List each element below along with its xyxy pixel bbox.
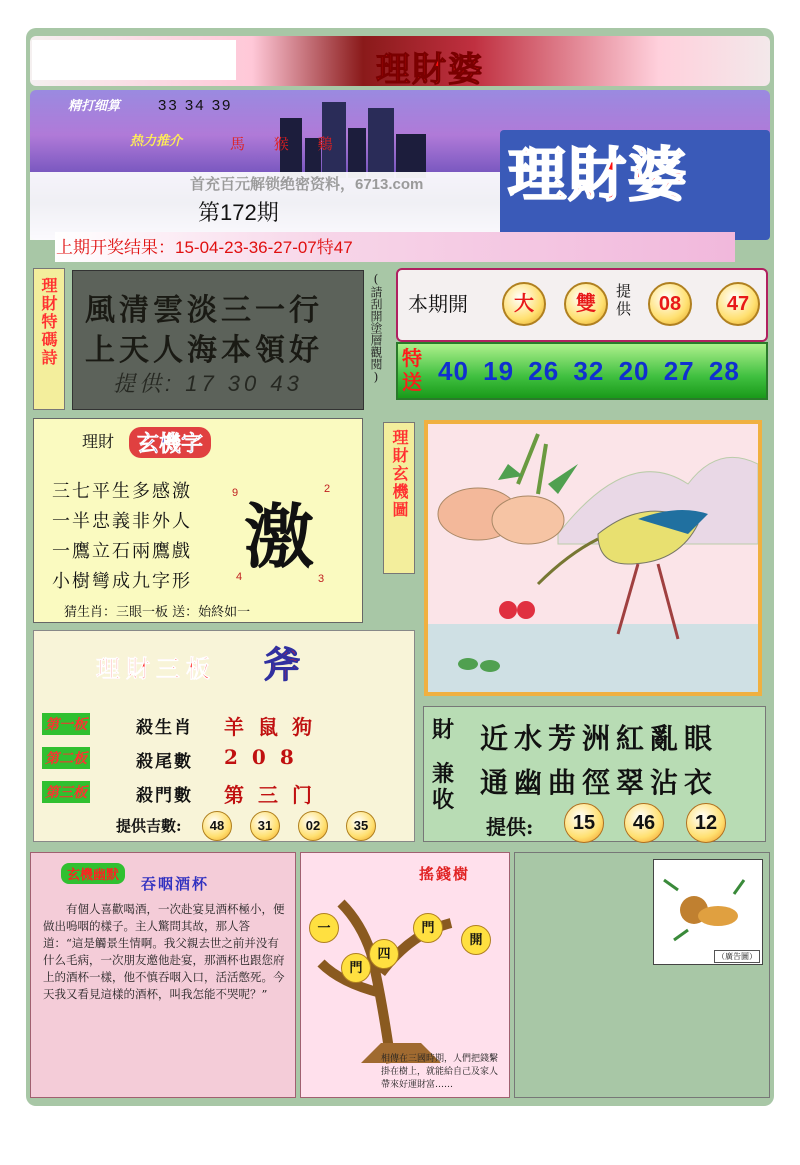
poem-box: [72, 270, 364, 410]
rltj-label: 热力推介: [130, 134, 183, 149]
xuanji-line-2: 一半忠義非外人: [52, 511, 192, 532]
lucky-ball-1: 48: [202, 811, 232, 841]
sanban-box: [33, 630, 415, 842]
poem-side-label: [33, 268, 65, 410]
xuanji-big-char: 激: [244, 495, 314, 578]
lily-pad: [480, 660, 500, 672]
sanban-footer: 提供吉數:: [116, 817, 182, 835]
berry-shape: [499, 601, 517, 619]
lion-body: [698, 906, 738, 926]
lion-caption: （廣告圖）: [714, 950, 760, 963]
tree-fruit-4: 門: [341, 953, 371, 983]
xuanji-footer: 猜生肖：三眼一板 送：始終如一: [64, 605, 251, 620]
bird-beak: [538, 539, 598, 584]
sanban-row-1-label: 殺生肖: [136, 718, 193, 738]
xuanji-box: [33, 418, 363, 623]
caizi-ball-2: 46: [624, 803, 664, 843]
jdsz-label: 精打细算: [68, 99, 121, 114]
reveal-box: [396, 268, 768, 342]
berry-shape: [517, 601, 535, 619]
caizi-provided: 提供:: [486, 815, 534, 839]
lucky-ball-2: 31: [250, 811, 280, 841]
lily-pad: [458, 658, 478, 670]
last-result: 上期开奖结果：15-04-23-36-27-07特47: [56, 238, 353, 257]
caizi-box: [423, 706, 766, 842]
building-shape: [348, 128, 366, 178]
caizi-line-1: 近水芳洲紅亂眼: [480, 722, 719, 755]
lion-picture: [653, 859, 763, 965]
xuanji-line-3: 一鷹立石兩鷹戲: [52, 541, 192, 562]
sanban-row-2-value: 208: [224, 745, 308, 769]
money-tree-text: 相傳在三國時期，人們把錢繫掛在樹上，就能給自己及家人帶來好運財富……: [381, 1054, 499, 1090]
sanban-row-1-tag: 第一板: [42, 713, 90, 735]
bird-drawing: [428, 424, 758, 692]
watermark-text: 首充百元解锁绝密资料，6713.com: [190, 176, 424, 193]
sanban-row-1-value: 羊鼠狗: [224, 715, 326, 739]
lucky-ball-4: 35: [346, 811, 376, 841]
sanban-axe: 斧: [264, 644, 301, 686]
lion-box: [514, 852, 770, 1098]
caizi-ball-3: 12: [686, 803, 726, 843]
poem-provided: 提供: 17 30 43: [113, 371, 303, 396]
sanban-row-2-label: 殺尾數: [136, 752, 193, 772]
sanban-row-2-tag: 第二板: [42, 747, 90, 769]
tree-fruit-1: 一: [309, 913, 339, 943]
bird-side-label: [383, 422, 415, 574]
recommended-zodiacs: 馬 猴 鷄: [230, 135, 345, 153]
scratch-note: (請刮開塗層觀閱): [369, 272, 383, 384]
bird-side-label-text: 理財玄機圖: [390, 429, 409, 519]
money-tree-title: 搖錢樹: [419, 865, 471, 883]
sanban-row-3-value: 第三门: [224, 783, 326, 807]
lion-drawing: [654, 860, 760, 960]
caizi-line-2: 通幽曲徑翠沾衣: [480, 766, 719, 799]
corner-tr: 2: [324, 483, 331, 495]
riddle-picture: [424, 420, 762, 696]
poem-side-label-text: 理財特碼詩: [39, 277, 58, 367]
bamboo-shape: [518, 434, 546, 494]
xuanji-title-prefix: 理財: [82, 432, 115, 451]
tree-fruit-2: 門: [413, 913, 443, 943]
caizi-label-2: 兼收: [432, 761, 455, 813]
top-title: 理財婆: [376, 50, 484, 90]
special-numbers: 40 19 26 32 20 27 28: [438, 356, 740, 386]
building-shape: [368, 108, 394, 178]
jdsz-numbers: 33 34 39: [158, 97, 233, 114]
sanban-row-3-tag: 第三板: [42, 781, 90, 803]
corner-tl: 9: [232, 487, 239, 499]
issue-number: 第172期: [198, 200, 279, 225]
corner-bl: 4: [236, 571, 243, 583]
xuanji-line-4: 小樹彎成九字形: [52, 571, 192, 592]
fruit-shape: [492, 496, 564, 544]
joke-box: [30, 852, 296, 1098]
joke-tag: 玄機幽默: [61, 863, 125, 884]
water-shape: [428, 624, 758, 692]
tigong-label: 提供: [616, 282, 632, 318]
provided-ball-1: 08: [648, 282, 692, 326]
special-label: 特送: [402, 346, 422, 394]
caizi-ball-1: 15: [564, 803, 604, 843]
parity-ball: 雙: [564, 282, 608, 326]
money-tree-box: [300, 852, 510, 1098]
sanban-row-3-label: 殺門數: [136, 786, 193, 806]
xuanji-title: 玄機字: [129, 427, 211, 458]
poem-line-1: 風清雲淡三一行: [85, 293, 323, 328]
size-ball: 大: [502, 282, 546, 326]
joke-title: 吞咽酒杯: [141, 875, 210, 893]
money-tree-drawing: [301, 873, 507, 1073]
lucky-ball-3: 02: [298, 811, 328, 841]
caizi-label: 財: [432, 717, 455, 743]
xuanji-line-1: 三七平生多感激: [52, 481, 192, 502]
provided-ball-2: 47: [716, 282, 760, 326]
joke-text: 有個人喜歡喝酒，一次赴宴見酒杯極小，便做出嗚咽的樣子。主人驚問其故，那人答道：“這是觸景生情啊。我父親去世之前并没有什么毛病，一次朋友邀他赴宴，那酒杯也跟您府上的酒杯一樣，他不慎吞咽入口，活活憋死。今天我又看見這樣的酒杯，叫我怎能不哭呢？”: [43, 902, 285, 1001]
big-title: 理財婆: [508, 141, 689, 209]
sanban-title: 理財三板: [96, 654, 216, 683]
corner-br: 3: [318, 573, 325, 585]
reveal-label: 本期開: [408, 292, 468, 316]
top-bar-blank: [32, 40, 236, 80]
poem-line-2: 上天人海本領好: [85, 333, 323, 368]
special-box: [396, 342, 768, 400]
tree-fruit-5: 開: [461, 925, 491, 955]
tree-fruit-3: 四: [369, 939, 399, 969]
